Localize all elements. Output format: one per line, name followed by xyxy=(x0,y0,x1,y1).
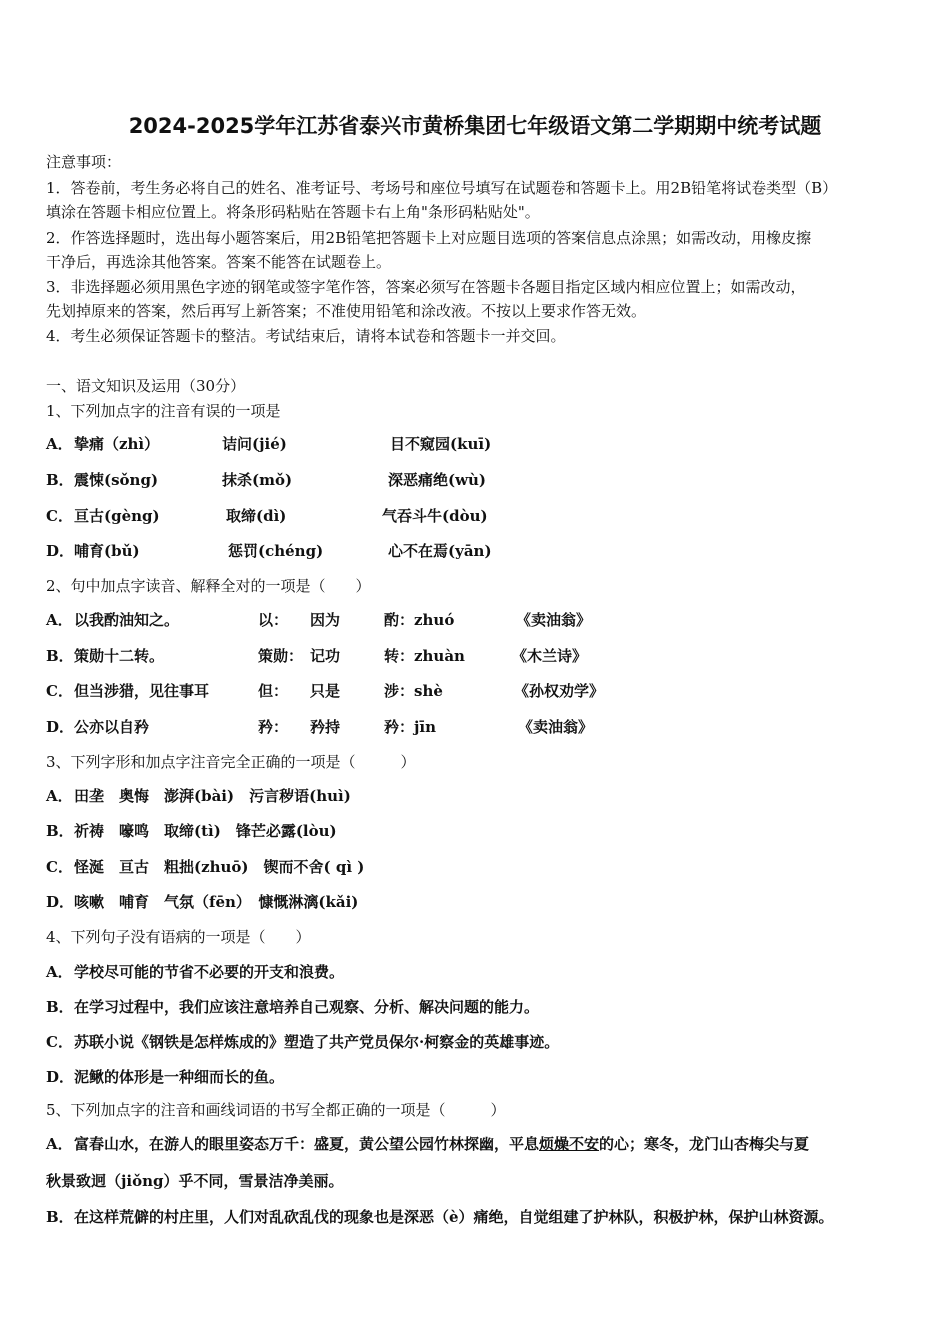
option-label: C． xyxy=(46,507,73,525)
notice-line: 4．考生必须保证答题卡的整洁。考试结束后，请将本试卷和答题卡一并交回。 xyxy=(46,327,566,345)
option-item: 涉：shè xyxy=(384,682,443,700)
option-item: 抹杀(mǒ) xyxy=(222,471,293,489)
option-label: A． xyxy=(46,1135,73,1153)
option-text: 的心；寒冬，龙门山杏梅尖与夏 xyxy=(599,1135,810,1153)
option-label: C． xyxy=(46,682,73,700)
option-label: A． xyxy=(46,435,73,453)
option-item: 《卖油翁》 xyxy=(518,718,594,736)
option-item: 策勋： xyxy=(258,647,304,665)
question-stem: 5、下列加点字的注音和画线词语的书写全都正确的一项是（ ） xyxy=(46,1101,506,1119)
option-item: 但当涉猎，见往事耳 xyxy=(74,682,210,700)
option-label: B． xyxy=(46,998,74,1016)
option-label: B． xyxy=(46,1208,74,1226)
option-item: 亘古(gèng) xyxy=(74,507,160,525)
option-item: 取缔(dì) xyxy=(226,507,287,525)
option-item: 公亦以自矜 xyxy=(74,718,150,736)
option-item: 挚痛（zhì） xyxy=(74,435,160,453)
option-item: 矜：jīn xyxy=(384,718,437,736)
question-stem: 2、句中加点字读音、解释全对的一项是（ ） xyxy=(46,577,371,595)
option-item: 矜： xyxy=(258,718,289,736)
option-item: 田垄 奥悔 澎湃(bài) 污言秽语(huì) xyxy=(74,787,351,805)
option-item: 目不窥园(kuī) xyxy=(390,435,492,453)
notice-line: 1．答卷前，考生务必将自己的姓名、准考证号、考场号和座位号填写在试题卷和答题卡上。用2B铅笔将试卷类型（B） xyxy=(46,179,838,197)
option-item: 转：zhuàn xyxy=(384,647,465,665)
option-item: 但： xyxy=(258,682,289,700)
option-item: 在学习过程中，我们应该注意培养自己观察、分析、解决问题的能力。 xyxy=(74,998,540,1016)
option-label: D． xyxy=(46,718,75,736)
option-label: A． xyxy=(46,787,73,805)
option-item: 以： xyxy=(258,611,289,629)
option-item: 《卖油翁》 xyxy=(516,611,592,629)
notice-line: 3．非选择题必须用黑色字迹的钢笔或签字笔作答，答案必须写在答题卡各题目指定区域内相应位置上；如需改动， xyxy=(46,278,806,296)
section-heading: 一、语文知识及运用（30分） xyxy=(46,377,246,395)
notice-line: 填涂在答题卡相应位置上。将条形码粘贴在答题卡右上角"条形码粘贴处"。 xyxy=(46,203,540,221)
option-item: 因为 xyxy=(310,611,341,629)
page-title: 2024-2025学年江苏省泰兴市黄桥集团七年级语文第二学期期中统考试题 xyxy=(128,114,822,138)
option-item: 矜持 xyxy=(310,718,341,736)
question-stem: 3、下列字形和加点字注音完全正确的一项是（ ） xyxy=(46,753,416,771)
option-item: 震悚(sǒng) xyxy=(74,471,159,489)
option-item: 只是 xyxy=(310,682,341,700)
option-item: 《木兰诗》 xyxy=(512,647,588,665)
option-item: 怪涎 亘古 粗拙(zhuō) 锲而不舍( qì ) xyxy=(74,858,365,876)
option-item: 在这样荒僻的村庄里，人们对乱砍乱伐的现象也是深恶（è）痛绝，自觉组建了护林队，积极护林，保护山林资源。 xyxy=(74,1208,834,1226)
option-label: C． xyxy=(46,1033,73,1051)
option-item: 祈祷 嚎鸣 取缔(tì) 锋芒必露(lòu) xyxy=(74,822,337,840)
option-label: A． xyxy=(46,611,73,629)
option-item: 惩罚(chéng) xyxy=(228,542,324,560)
notice-line: 先划掉原来的答案，然后再写上新答案；不准使用铅笔和涂改液。不按以上要求作答无效。 xyxy=(46,302,647,320)
option-item: 泥鳅的体形是一种细而长的鱼。 xyxy=(74,1068,285,1086)
notice-line: 2．作答选择题时，选出每小题答案后，用2B铅笔把答题卡上对应题目选项的答案信息点涂黑；如需改动，用橡皮擦 xyxy=(46,229,812,247)
option-item: 气吞斗牛(dòu) xyxy=(382,507,488,525)
option-item: 心不在焉(yān) xyxy=(388,542,492,560)
option-label: C． xyxy=(46,858,73,876)
option-item: 《孙权劝学》 xyxy=(514,682,605,700)
option-item xyxy=(74,1134,809,1154)
option-continuation: 秋景致迥（jiǒng）乎不同，雪景洁净美丽。 xyxy=(46,1172,344,1190)
option-item: 策勋十二转。 xyxy=(74,647,165,665)
option-item: 哺育(bǔ) xyxy=(74,542,140,560)
option-label: D． xyxy=(46,542,75,560)
option-text: 富春山水，在游人的眼里姿态万千：盛夏，黄公望公园竹林探幽，平息 xyxy=(74,1135,540,1153)
option-item: 学校尽可能的节省不必要的开支和浪费。 xyxy=(74,963,345,981)
underlined-phrase: 烦燥不安 xyxy=(539,1135,600,1153)
question-stem: 1、下列加点字的注音有误的一项是 xyxy=(46,402,281,420)
option-item: 深恶痛绝(wù) xyxy=(388,471,487,489)
question-stem: 4、下列句子没有语病的一项是（ ） xyxy=(46,928,311,946)
option-item: 以我酌油知之。 xyxy=(74,611,180,629)
option-item: 诘问(jié) xyxy=(222,435,287,453)
option-label: B． xyxy=(46,647,74,665)
notice-heading: 注意事项： xyxy=(46,153,122,171)
option-item: 酌：zhuó xyxy=(384,611,455,629)
option-item: 苏联小说《钢铁是怎样炼成的》塑造了共产党员保尔·柯察金的英雄事迹。 xyxy=(74,1033,560,1051)
option-label: B． xyxy=(46,471,74,489)
notice-line: 干净后，再选涂其他答案。答案不能答在试题卷上。 xyxy=(46,253,392,271)
option-item: 咳嗽 哺育 气氛（fēn） 慷慨淋漓(kǎi) xyxy=(74,893,359,911)
option-label: D． xyxy=(46,893,75,911)
option-label: A． xyxy=(46,963,73,981)
option-item: 记功 xyxy=(310,647,341,665)
option-label: D． xyxy=(46,1068,75,1086)
option-label: B． xyxy=(46,822,74,840)
